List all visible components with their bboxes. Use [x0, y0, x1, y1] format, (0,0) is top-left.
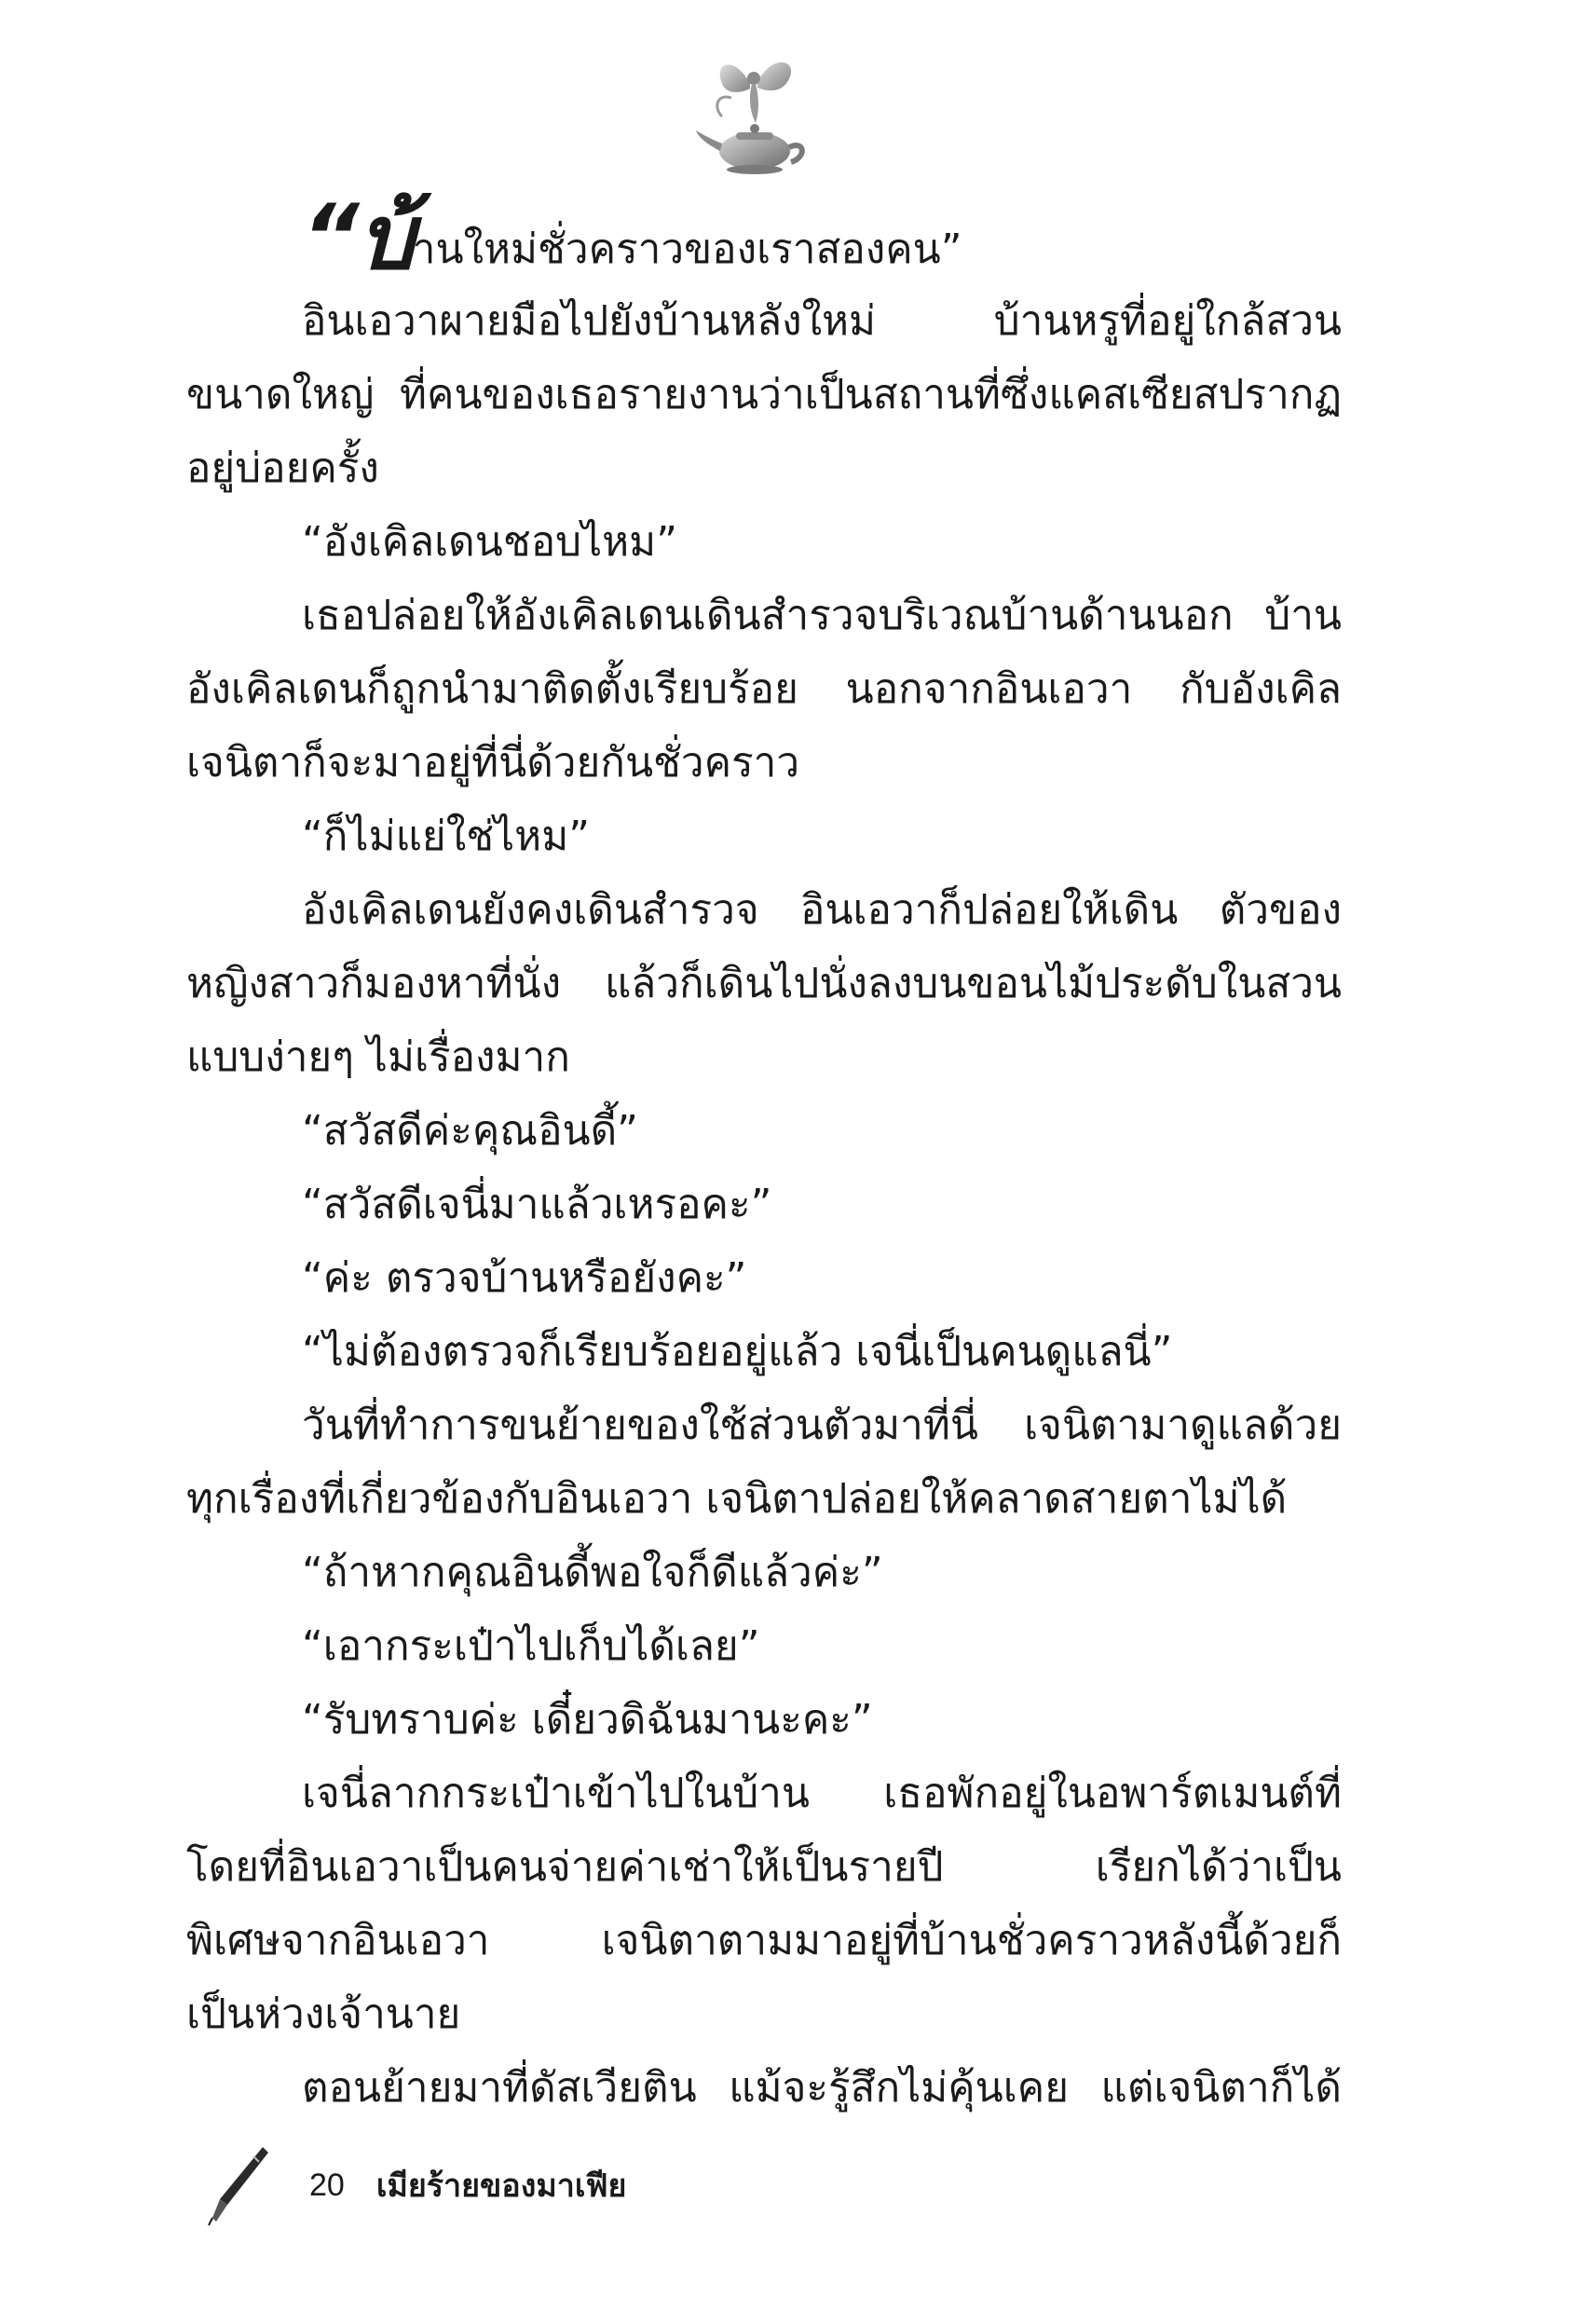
paragraph: [186, 1683, 1342, 1757]
text-line: ทุกเรื่องที่เกี่ยวข้องกับอินเอวา เจนิตาปล่อยให้คลาดสายตาไม่ได้: [186, 1475, 1288, 1523]
text-line: เจนี่ลากกระเป๋าเข้าไปในบ้าน เธอพักอยู่ในอพาร์ตเมนต์ที่: [302, 1770, 1342, 1817]
paragraph: [186, 1168, 1342, 1241]
paragraph: [186, 1757, 1342, 2051]
fairy-teapot-ornament-icon: [685, 47, 825, 186]
text-line: “ไม่ต้องตรวจก็เรียบร้อยอยู่แล้ว เจนี่เป็นคนดูแลนี่”: [302, 1328, 1173, 1375]
drop-cap: “บ้: [302, 185, 413, 290]
text-line: โดยที่อินเอวาเป็นคนจ่ายค่าเช่าให้เป็นรายปี เรียกได้ว่าเป็น: [186, 1843, 1342, 1891]
text-line: ตอนย้ายมาที่ดัสเวียติน แม้จะรู้สึกไม่คุ้นเคย แต่เจนิตาก็ได้: [302, 2064, 1342, 2112]
text-line: วันที่ทำการขนย้ายของใช้ส่วนตัวมาที่นี่ เจนิตามาดูแลด้วย: [302, 1402, 1342, 1449]
paragraph: [186, 873, 1342, 1094]
text-line: เธอปล่อยให้อังเคิลเดนเดินสำรวจบริเวณบ้านด้านนอก บ้าน: [302, 592, 1342, 639]
book-title: เมียร้ายของมาเฟีย: [375, 2167, 627, 2205]
paragraph: [186, 2051, 1342, 2125]
text-line: พิเศษจากอินเอวา เจนิตาตามมาอยู่ที่บ้านชั่วคราวหลังนี้ด้วยก็: [186, 1917, 1342, 1964]
fountain-pen-icon: [207, 2143, 272, 2227]
page-number: 20: [309, 2167, 345, 2203]
text-line: “อังเคิลเดนชอบไหม”: [302, 518, 677, 566]
text-line: เป็นห่วงเจ้านาย: [186, 1990, 461, 2038]
text-line: หญิงสาวก็มองหาที่นั่ง แล้วก็เดินไปนั่งลงบนขอนไม้ประดับในสวน: [186, 960, 1342, 1007]
text-line: “ก็ไม่แย่ใช่ไหม”: [302, 813, 590, 860]
paragraph: [186, 579, 1342, 800]
paragraph: [186, 1609, 1342, 1683]
text-line: อยู่บ่อยครั้ง: [186, 444, 379, 492]
page-body: [186, 185, 1342, 2125]
text-line: “ค่ะ ตรวจบ้านหรือยังคะ”: [302, 1254, 747, 1302]
text-line: แบบง่ายๆ ไม่เรื่องมาก: [186, 1033, 570, 1081]
text-line: “เอากระเป๋าไปเก็บได้เลย”: [302, 1622, 760, 1670]
text-line: “สวัสดีเจนี่มาแล้วเหรอคะ”: [302, 1181, 772, 1228]
paragraph: [186, 1315, 1342, 1388]
text-line: อังเคิลเดนยังคงเดินสำรวจ อินเอวาก็ปล่อยให้เดิน ตัวของ: [302, 886, 1342, 934]
chapter-opening-line: [186, 185, 1342, 290]
paragraph: [186, 1388, 1342, 1536]
paragraph: [186, 800, 1342, 873]
text-line: “รับทราบค่ะ เดี๋ยวดิฉันมานะคะ”: [302, 1696, 873, 1744]
text-line: อังเคิลเดนก็ถูกนำมาติดตั้งเรียบร้อย นอกจากอินเอวา กับอังเคิล: [186, 665, 1342, 713]
text-line: ขนาดใหญ่ ที่คนของเธอรายงานว่าเป็นสถานที่ซึ่งแคสเซียสปรากฏ: [186, 371, 1342, 418]
text-line: “ถ้าหากคุณอินดี้พอใจก็ดีแล้วค่ะ”: [302, 1549, 883, 1596]
paragraph: [186, 505, 1342, 579]
paragraph: [186, 284, 1342, 505]
opening-text: านใหม่ชั่วคราวของเราสองคน”: [412, 226, 962, 273]
paragraph: [186, 1241, 1342, 1315]
paragraph: [186, 1094, 1342, 1168]
text-line: อินเอวาผายมือไปยังบ้านหลังใหม่ บ้านหรูที่อยู่ใกล้สวน: [302, 297, 1342, 345]
text-line: เจนิตาก็จะมาอยู่ที่นี่ด้วยกันชั่วคราว: [186, 739, 800, 786]
text-line: “สวัสดีค่ะคุณอินดี้”: [302, 1107, 638, 1155]
paragraph: [186, 1536, 1342, 1609]
page-footer: [207, 2153, 626, 2218]
